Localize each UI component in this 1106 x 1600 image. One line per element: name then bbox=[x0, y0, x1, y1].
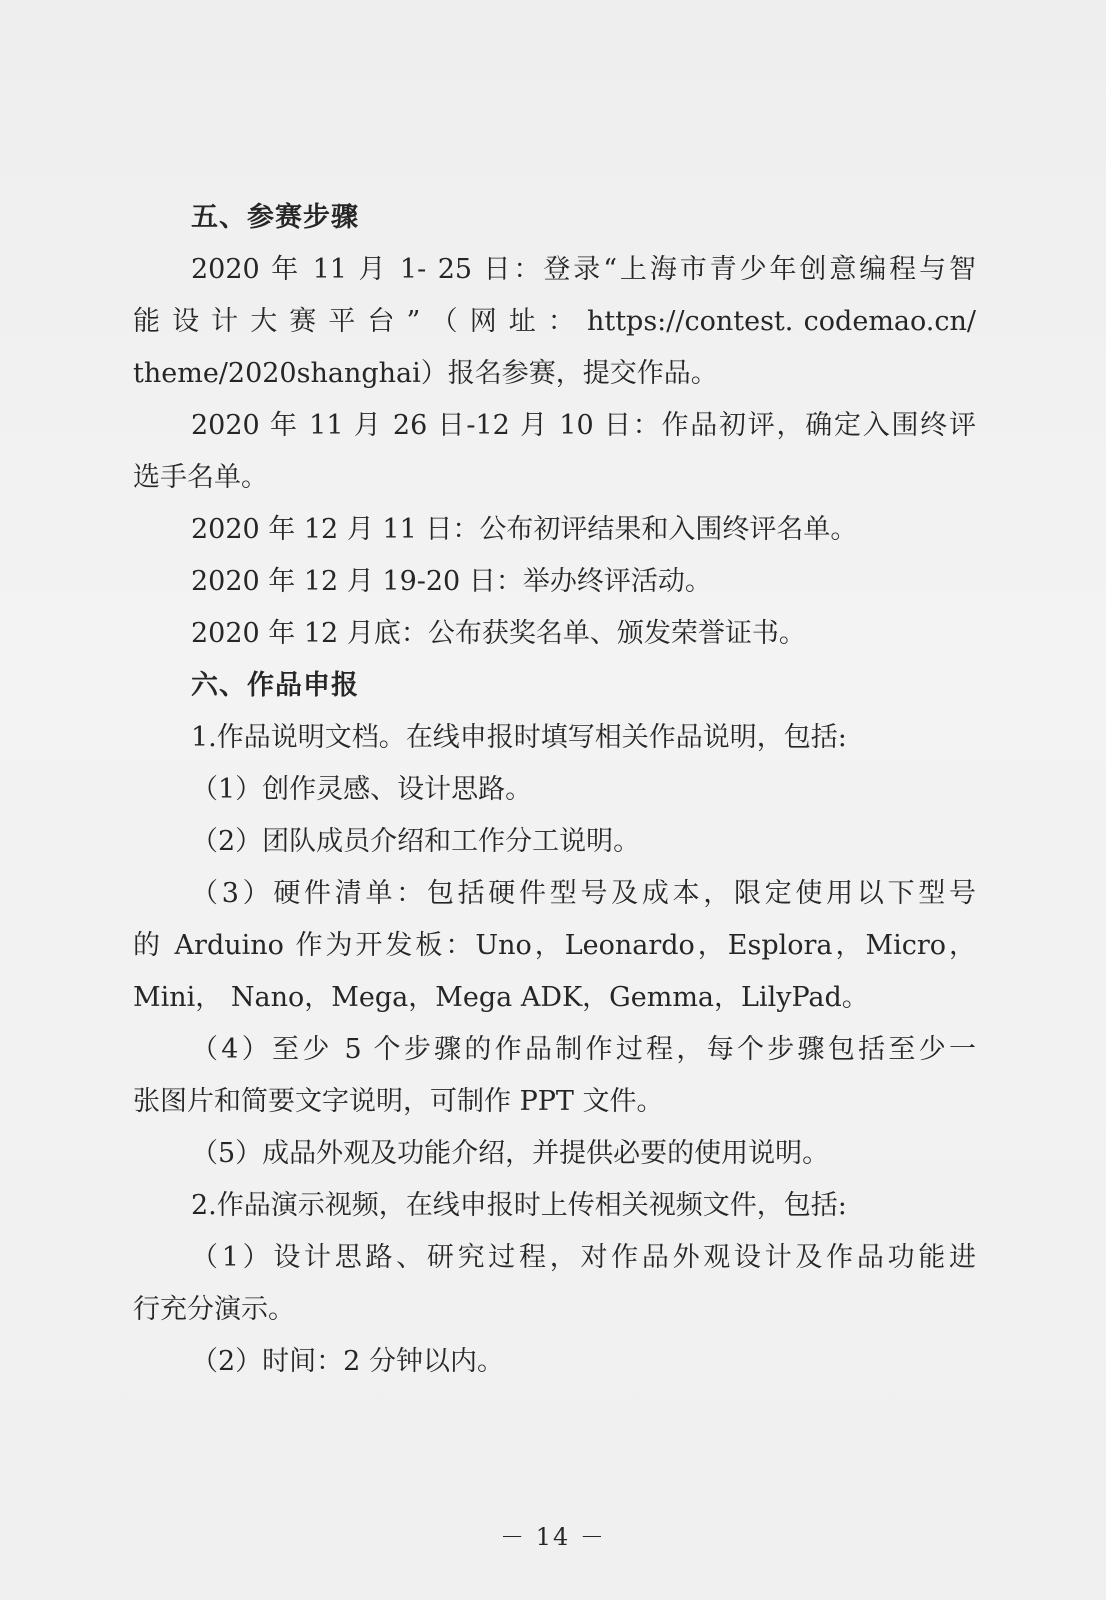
doc-item-4-line1: （4）至少 5 个步骤的作品制作过程，每个步骤包括至少一 bbox=[191, 1034, 976, 1065]
section-heading-submission: 六、作品申报 bbox=[191, 670, 359, 701]
doc-item-4-line2: 张图片和简要文字说明，可制作 PPT 文件。 bbox=[133, 1086, 664, 1117]
step-registration-line2: 能 设 计 大 赛 平 台 ” （ 网 址 ： https://contest. codemao.cn/ bbox=[133, 306, 976, 337]
section-heading-participation-steps: 五、参赛步骤 bbox=[191, 202, 359, 233]
step-registration-line1: 2020 年 11 月 1- 25 日：登录“上海市青少年创意编程与智 bbox=[191, 254, 976, 285]
step-registration-line3: theme/2020shanghai）报名参赛，提交作品。 bbox=[133, 358, 718, 389]
page-number: － 14 － bbox=[500, 1523, 606, 1551]
step-announce-finalists: 2020 年 12 月 11 日：公布初评结果和入围终评名单。 bbox=[191, 514, 858, 545]
step-awards: 2020 年 12 月底：公布获奖名单、颁发荣誉证书。 bbox=[191, 618, 806, 649]
video-item-1-line2: 行充分演示。 bbox=[133, 1294, 295, 1325]
doc-intro: 1.作品说明文档。在线申报时填写相关作品说明，包括: bbox=[191, 722, 847, 753]
doc-item-3-line1: （3）硬件清单：包括硬件型号及成本，限定使用以下型号 bbox=[191, 878, 976, 909]
step-preliminary-line1: 2020 年 11 月 26 日-12 月 10 日：作品初评，确定入围终评 bbox=[191, 410, 976, 441]
doc-item-2: （2）团队成员介绍和工作分工说明。 bbox=[191, 826, 641, 857]
doc-item-1: （1）创作灵感、设计思路。 bbox=[191, 774, 533, 805]
doc-item-3-line3: Mini， Nano，Mega，Mega ADK，Gemma，LilyPad。 bbox=[133, 982, 869, 1013]
step-final-event: 2020 年 12 月 19-20 日：举办终评活动。 bbox=[191, 566, 712, 597]
video-item-1-line1: （1）设计思路、研究过程，对作品外观设计及作品功能进 bbox=[191, 1242, 976, 1273]
step-preliminary-line2: 选手名单。 bbox=[133, 462, 268, 493]
video-item-2: （2）时间：2 分钟以内。 bbox=[191, 1346, 504, 1377]
video-intro: 2.作品演示视频，在线申报时上传相关视频文件，包括: bbox=[191, 1190, 847, 1221]
doc-item-3-line2: 的 Arduino 作为开发板：Uno，Leonardo，Esplora，Micro， bbox=[133, 930, 976, 961]
page-content bbox=[133, 192, 976, 1388]
doc-item-5: （5）成品外观及功能介绍，并提供必要的使用说明。 bbox=[191, 1138, 830, 1169]
